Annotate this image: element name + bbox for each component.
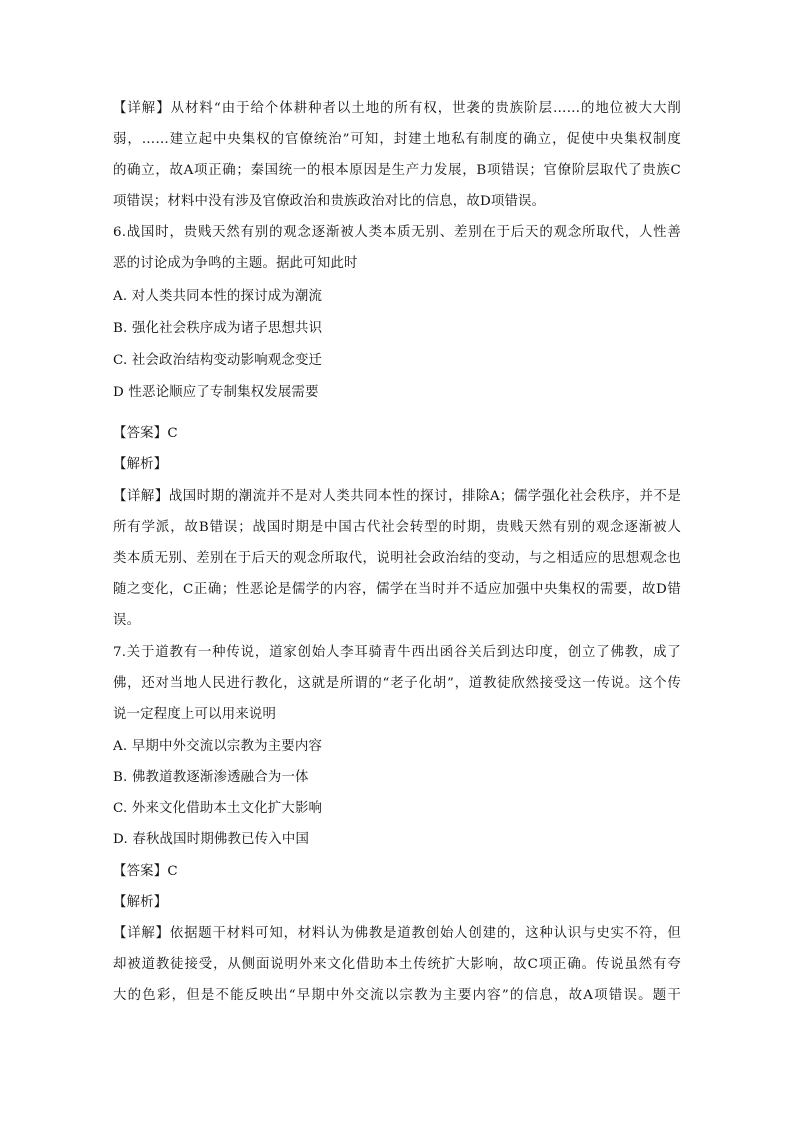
explanation-q5-line-2: 弱，……建立起中央集权的官僚统治”可知，封建土地私有制度的确立，促使中央集权制度	[113, 132, 681, 147]
question-6-answer: 【答案】C	[113, 426, 178, 441]
explanation-q6-line-4: 随之变化，C正确；性恶论是儒学的内容，儒学在当时并不适应加强中央集权的需要，故D错	[113, 582, 681, 597]
question-7-stem-line-3: 说一定程度上可以用来说明	[113, 707, 277, 722]
question-6-option-b: B. 强化社会秩序成为诸子思想共识	[113, 321, 323, 336]
explanation-q7-line-3: 大的色彩，但是不能反映出“早期中外交流以宗教为主要内容”的信息，故A项错误。题干	[113, 988, 681, 1003]
question-6-stem-line-2: 恶的讨论成为争鸣的主题。据此可知此时	[113, 256, 358, 271]
question-6-stem-line-1: 6.战国时，贵贱天然有别的观念逐渐被人类本质无别、差别在于后天的观念所取代，人性善	[113, 225, 681, 240]
question-7-option-b: B. 佛教道教逐渐渗透融合为一体	[113, 770, 309, 785]
explanation-q6-line-3: 类本质无别、差别在于后天的观念所取代，说明社会政治结的变动，与之相适应的思想观念也	[113, 551, 681, 566]
explanation-q6-line-2: 所有学派，故B错误；战国时期是中国古代社会转型的时期，贵贱天然有别的观念逐渐被人	[113, 520, 681, 535]
explanation-q5-line-3: 的确立，故A项正确；秦国统一的根本原因是生产力发展，B项错误；官僚阶层取代了贵族C	[113, 163, 681, 178]
question-6-option-c: C. 社会政治结构变动影响观念变迁	[113, 353, 323, 368]
explanation-q5-line-4: 项错误；材料中没有涉及官僚政治和贵族政治对比的信息，故D项错误。	[113, 194, 546, 209]
question-6-analysis-heading: 【解析】	[113, 457, 168, 472]
question-6-option-d: D 性恶论顺应了专制集权发展需要	[113, 385, 319, 400]
explanation-q7-line-1: 【详解】依据题干材料可知，材料认为佛教是道教创始人创建的，这种认识与史实不符，但	[113, 926, 681, 941]
question-7-option-a: A. 早期中外交流以宗教为主要内容	[113, 739, 323, 754]
explanation-q7-line-2: 却被道教徒接受，从侧面说明外来文化借助本土传统扩大影响，故C项正确。传说虽然有夸	[113, 957, 681, 972]
explanation-q5-line-1: 【详解】从材料“由于给个体耕种者以土地的所有权，世袭的贵族阶层……的地位被大大削	[113, 101, 681, 116]
question-7-option-c: C. 外来文化借助本土文化扩大影响	[113, 801, 323, 816]
question-7-analysis-heading: 【解析】	[113, 895, 168, 910]
question-7-answer: 【答案】C	[113, 864, 178, 879]
question-6-option-a: A. 对人类共同本性的探讨成为潮流	[113, 289, 323, 304]
question-7-stem-line-1: 7.关于道教有一种传说，道家创始人李耳骑青牛西出函谷关后到达印度，创立了佛教，成了	[113, 645, 681, 660]
question-7-option-d: D. 春秋战国时期佛教已传入中国	[113, 832, 310, 847]
question-7-stem-line-2: 佛，还对当地人民进行教化，这就是所谓的“老子化胡”，道教徒欣然接受这一传说。这个传	[113, 676, 681, 691]
explanation-q6-line-1: 【详解】战国时期的潮流并不是对人类共同本性的探讨，排除A；儒学强化社会秩序，并不是	[113, 489, 681, 504]
explanation-q6-line-5: 误。	[113, 613, 141, 628]
